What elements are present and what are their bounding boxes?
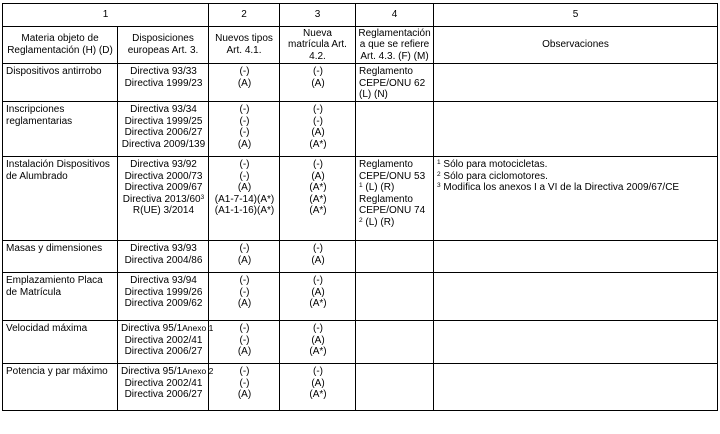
table-row — [3, 64, 718, 102]
nuevos-tipos-value: (-) — [239, 366, 250, 377]
directiva-item — [121, 335, 206, 347]
cell-directivas — [118, 364, 214, 411]
directiva-item — [121, 159, 206, 171]
cell-materia: Velocidad máxima — [3, 321, 118, 364]
reglamentacion-line: Reglamento — [359, 159, 413, 170]
cell-nuevos-tipos — [209, 364, 280, 411]
cell-nueva-matricula — [280, 321, 356, 364]
cell-materia: Dispositivos antirrobo — [3, 64, 118, 102]
cell-nueva-matricula — [280, 102, 356, 157]
header-nuevos-tipos: Nuevos tipos Art. 4.1. — [209, 27, 280, 64]
cell-nueva-matricula — [280, 64, 356, 102]
nuevos-tipos-value: (-) — [239, 377, 250, 389]
nuevos-tipos-value: (-) — [239, 334, 250, 346]
reglamentacion-line — [359, 217, 431, 229]
nuevos-tipos-value: (A) — [237, 298, 252, 310]
table-row — [3, 241, 718, 273]
column-number-2: 2 — [209, 4, 280, 27]
directiva-annex: Anexo 2 — [182, 366, 214, 376]
table-row — [3, 102, 718, 157]
nuevos-tipos-value: (-) — [239, 243, 250, 254]
directiva-text: Directiva 93/94 — [130, 275, 197, 286]
reglamentacion-line: (L) (N) — [359, 89, 388, 101]
nueva-matricula-value: (A*) — [309, 138, 327, 150]
directiva-text: Directiva 95/1 — [121, 366, 183, 377]
directiva-text: Directiva 93/34 — [130, 104, 197, 115]
nueva-matricula-value: (-) — [313, 115, 323, 127]
column-number-5: 5 — [434, 4, 718, 27]
directiva-text: Directiva 95/1 — [121, 323, 183, 334]
cell-directivas — [118, 321, 214, 364]
cell-observaciones — [434, 273, 718, 321]
table-body — [3, 64, 718, 411]
column-number-1: 1 — [3, 4, 209, 27]
observacion-text: Sólo para motocicletas. — [440, 159, 548, 170]
nuevos-tipos-value: (A) — [237, 138, 252, 150]
cell-observaciones — [434, 321, 718, 364]
table-row — [3, 364, 718, 411]
directiva-text: Directiva 2002/41 — [124, 334, 203, 346]
directiva-item — [121, 389, 206, 401]
cell-directivas — [118, 241, 209, 273]
cell-reglamentacion — [356, 241, 434, 273]
nueva-matricula-value: (A) — [311, 127, 325, 139]
directiva-item — [121, 205, 206, 217]
cell-observaciones — [434, 241, 718, 273]
nueva-matricula-value: (A*) — [309, 298, 327, 310]
regulation-table — [2, 3, 718, 411]
cell-reglamentacion — [356, 321, 434, 364]
directiva-text: Directiva 2009/67 — [124, 182, 203, 194]
nueva-matricula-value: (A) — [311, 334, 325, 346]
cell-reglamentacion — [356, 102, 434, 157]
directiva-item — [121, 104, 206, 116]
nuevos-tipos-value: (A) — [237, 254, 252, 266]
reglamentacion-line: CEPE/ONU 74 — [359, 205, 426, 217]
directiva-item — [121, 78, 206, 90]
cell-nuevos-tipos — [209, 241, 280, 273]
directiva-text: Directiva 1999/23 — [124, 77, 203, 89]
nuevos-tipos-value: (-) — [239, 170, 250, 182]
column-number-4: 4 — [356, 4, 434, 27]
cell-reglamentacion — [356, 273, 434, 321]
directiva-item — [121, 116, 206, 128]
directiva-item — [121, 127, 206, 139]
directiva-text: Directiva 2009/62 — [124, 298, 203, 310]
cell-reglamentacion — [356, 64, 434, 102]
directiva-item — [121, 323, 214, 335]
cell-reglamentacion — [356, 157, 434, 241]
nueva-matricula-value: (-) — [313, 243, 323, 254]
nuevos-tipos-value: (A) — [237, 77, 252, 89]
cell-nueva-matricula — [280, 157, 356, 241]
nuevos-tipos-value: (A) — [237, 346, 252, 358]
header-directivas: Disposiciones europeas Art. 3. — [118, 27, 209, 64]
header-observaciones: Observaciones — [434, 27, 718, 64]
directiva-text: Directiva 1999/25 — [124, 115, 203, 127]
nuevos-tipos-value: (A1-1-16)(A*) — [214, 205, 275, 217]
footnote-mark: 2 — [437, 170, 441, 178]
reglamentacion-tail: (L) (R) — [362, 216, 395, 228]
directiva-item — [121, 243, 206, 255]
cell-observaciones — [434, 364, 718, 411]
observacion-text: Sólo para ciclomotores. — [440, 170, 548, 182]
header-reglamentacion: Reglamentación a que se refiere Art. 4.3. (F) (M) — [356, 27, 434, 64]
observacion-note — [437, 171, 715, 183]
directiva-item — [121, 275, 206, 287]
cell-materia: Emplazamiento Placa de Matrícula — [3, 273, 118, 321]
nueva-matricula-value: (A) — [311, 77, 325, 89]
directiva-text: Directiva 2000/73 — [124, 170, 203, 182]
regulation-document — [2, 3, 718, 411]
directiva-text: R(UE) 3/2014 — [132, 205, 195, 217]
table-row — [3, 157, 718, 241]
nuevos-tipos-value: (A1-7-14)(A*) — [214, 193, 275, 205]
cell-materia: Potencia y par máximo — [3, 364, 118, 411]
cell-nuevos-tipos — [209, 273, 280, 321]
reglamentacion-line — [359, 182, 431, 194]
cell-nueva-matricula — [280, 273, 356, 321]
directiva-item — [121, 171, 206, 183]
directiva-text: Directiva 2009/139 — [121, 138, 206, 150]
directiva-item — [121, 255, 206, 267]
header-materia: Materia objeto de Reglamentación (H) (D) — [3, 27, 118, 64]
cell-nuevos-tipos — [209, 157, 280, 241]
reglamentacion-tail: (L) (R) — [362, 182, 395, 194]
nueva-matricula-value: (A) — [311, 254, 325, 266]
directiva-text: Directiva 93/93 — [130, 243, 197, 254]
directiva-item — [121, 366, 214, 378]
nuevos-tipos-value: (A) — [237, 182, 252, 194]
nuevos-tipos-value: (-) — [239, 127, 250, 139]
nuevos-tipos-value: (-) — [239, 275, 250, 286]
nuevos-tipos-value: (A) — [237, 389, 252, 401]
nueva-matricula-value: (A*) — [309, 389, 327, 401]
directiva-text: Directiva 2002/41 — [124, 377, 203, 389]
cell-reglamentacion — [356, 364, 434, 411]
nueva-matricula-value: (-) — [313, 275, 323, 286]
cell-materia: Masas y dimensiones — [3, 241, 118, 273]
directiva-text: Directiva 2013/60 — [122, 193, 201, 205]
nueva-matricula-value: (A*) — [309, 193, 327, 205]
cell-materia: Instalación Dispositivos de Alumbrado — [3, 157, 118, 241]
header-row — [3, 27, 718, 64]
directiva-text: Directiva 1999/26 — [124, 286, 203, 298]
nueva-matricula-value: (A) — [311, 377, 325, 389]
nuevos-tipos-value: (-) — [239, 159, 250, 170]
observacion-note — [437, 159, 715, 171]
nuevos-tipos-value: (-) — [239, 66, 250, 77]
directiva-text: Directiva 2006/27 — [124, 346, 203, 358]
footnote-mark: 2 — [359, 216, 363, 224]
directiva-text: Directiva 93/33 — [130, 66, 197, 77]
observacion-text: Modifica los anexos I a VI de la Directiva 2009/67/CE — [440, 182, 680, 194]
nueva-matricula-value: (A) — [311, 286, 325, 298]
nueva-matricula-value: (A) — [311, 170, 325, 182]
directiva-text: Directiva 2006/27 — [124, 127, 203, 139]
nueva-matricula-value: (A*) — [309, 346, 327, 358]
nuevos-tipos-value: (-) — [239, 115, 250, 127]
cell-observaciones — [434, 64, 718, 102]
footnote-mark: 3 — [437, 182, 441, 190]
directiva-text: Directiva 2004/86 — [124, 254, 203, 266]
cell-directivas — [118, 102, 209, 157]
directiva-item — [121, 66, 206, 78]
directiva-footnote-mark: 3 — [200, 193, 205, 201]
directiva-text: Directiva 93/92 — [130, 159, 197, 170]
cell-materia: Inscripciones reglamentarias — [3, 102, 118, 157]
observacion-note — [437, 182, 715, 194]
footnote-mark: 1 — [437, 159, 441, 166]
header-nueva-matricula: Nueva matrícula Art. 4.2. — [280, 27, 356, 64]
cell-nueva-matricula — [280, 241, 356, 273]
directiva-item — [121, 182, 206, 194]
cell-observaciones — [434, 157, 718, 241]
nuevos-tipos-value: (-) — [239, 286, 250, 298]
directiva-item — [121, 298, 206, 310]
cell-nueva-matricula — [280, 364, 356, 411]
reglamentacion-line: Reglamento — [359, 66, 413, 77]
cell-nuevos-tipos — [209, 321, 280, 364]
cell-directivas — [118, 64, 209, 102]
nueva-matricula-value: (-) — [313, 104, 323, 115]
nuevos-tipos-value: (-) — [239, 323, 250, 334]
column-number-row — [3, 4, 718, 27]
nuevos-tipos-value: (-) — [239, 104, 250, 115]
table-row — [3, 321, 718, 364]
cell-directivas — [118, 273, 209, 321]
nueva-matricula-value: (A*) — [309, 182, 327, 194]
directiva-text: Directiva 2006/27 — [124, 389, 203, 401]
nueva-matricula-value: (A*) — [309, 205, 327, 217]
reglamentacion-line: CEPE/ONU 62 — [359, 77, 426, 89]
cell-observaciones — [434, 102, 718, 157]
directiva-item — [121, 378, 206, 390]
nueva-matricula-value: (-) — [313, 323, 323, 334]
cell-nuevos-tipos — [209, 102, 280, 157]
directiva-annex: Anexo 1 — [182, 323, 214, 333]
footnote-mark: 1 — [359, 182, 363, 190]
nueva-matricula-value: (-) — [313, 366, 323, 377]
directiva-item — [121, 346, 206, 358]
nueva-matricula-value: (-) — [313, 159, 323, 170]
table-row — [3, 273, 718, 321]
directiva-item — [121, 139, 206, 151]
nueva-matricula-value: (-) — [313, 66, 323, 77]
column-number-3: 3 — [280, 4, 356, 27]
cell-nuevos-tipos — [209, 64, 280, 102]
directiva-item — [121, 194, 206, 206]
directiva-item — [121, 287, 206, 299]
cell-directivas — [118, 157, 209, 241]
reglamentacion-line: CEPE/ONU 53 — [359, 170, 426, 182]
reglamentacion-line: Reglamento — [359, 193, 413, 205]
